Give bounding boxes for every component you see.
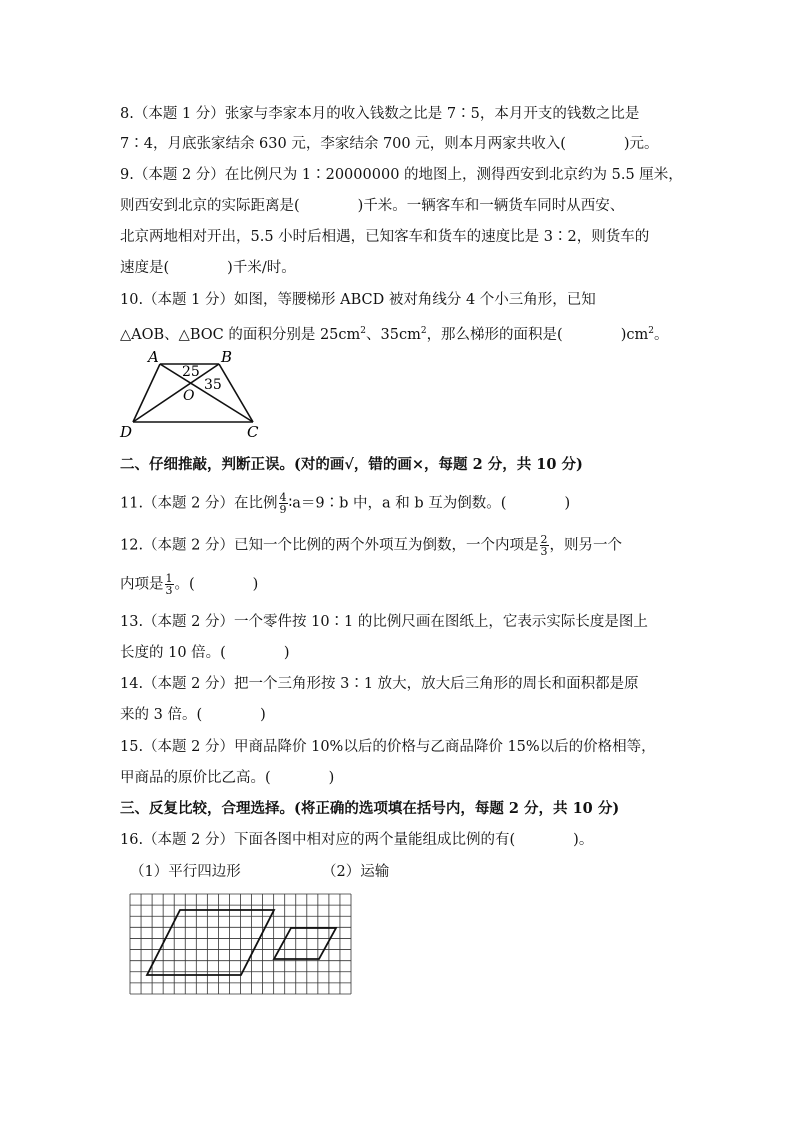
side-bc — [219, 364, 253, 422]
label-c: C — [247, 423, 259, 440]
q15-line2: 甲商品的原价比乙高。( ) — [120, 770, 335, 786]
q12-line2 — [120, 573, 258, 596]
q12-frac1-num: 2 — [540, 533, 548, 546]
q12-frac2-den: 3 — [165, 584, 173, 597]
q10-sup2: 2 — [420, 326, 427, 336]
q10-text-a: △AOB、△BOC 的面积分别是 25cm — [120, 326, 361, 343]
q12-text-pre2: 内项是 — [120, 576, 164, 593]
label-d: D — [120, 423, 133, 440]
section2-heading: 二、仔细推敲，判断正误。(对的画√，错的画×，每题 2 分，共 10 分) — [120, 456, 583, 473]
large-parallelogram — [147, 910, 274, 975]
q12-frac2-num: 1 — [165, 572, 173, 585]
area-label-aob: 25 — [182, 364, 200, 380]
q10-text-d: 。 — [653, 326, 669, 343]
q11-text-post: ∶a＝9∶b 中，a 和 b 互为倒数。( ) — [288, 495, 571, 512]
q11-fraction — [279, 492, 288, 515]
q9-line2: 则西安到北京的实际距离是( )千米。一辆客车和一辆货车同时从西安、 — [120, 198, 625, 214]
q11-frac-den: 9 — [279, 503, 287, 516]
q14-line2: 来的 3 倍。( ) — [120, 707, 266, 723]
q12-text-post2: 。( ) — [174, 576, 259, 593]
area-label-boc: 35 — [204, 377, 222, 393]
q12-fraction2 — [165, 573, 174, 596]
q10-sup1: 2 — [360, 326, 366, 336]
q16-label-parallelogram: （1）平行四边形 — [130, 864, 241, 880]
q12-text-post: ，则另一个 — [549, 537, 623, 554]
q10-line1: 10.（本题 1 分）如图，等腰梯形 ABCD 被对角线分 4 个小三角形，已知 — [120, 292, 596, 308]
q9-line1: 9.（本题 2 分）在比例尺为 1∶20000000 的地图上，测得西安到北京约为 5.5 厘米， — [120, 167, 683, 183]
q12-text-pre: 12.（本题 2 分）已知一个比例的两个外项互为倒数，一个内项是 — [120, 537, 539, 554]
label-o: O — [183, 388, 195, 404]
q8-line2: 7∶4，月底张家结余 630 元，李家结余 700 元，则本月两家共收入( )元。 — [120, 136, 659, 152]
q8-line1: 8.（本题 1 分）张家与李家本月的收入钱数之比是 7∶5，本月开支的钱数之比是 — [120, 106, 640, 122]
q10-sup3: 2 — [648, 326, 654, 336]
q11-line — [120, 492, 570, 515]
label-a: A — [148, 348, 159, 366]
q9-line3: 北京两地相对开出，5.5 小时后相遇，已知客车和货车的速度比是 3∶2，则货车的 — [120, 229, 650, 245]
parallelogram-grid — [129, 893, 353, 995]
q13-line1: 13.（本题 2 分）一个零件按 10∶1 的比例尺画在图纸上，它表示实际长度是图上 — [120, 614, 648, 630]
label-b: B — [221, 348, 233, 366]
q16-line1: 16.（本题 2 分）下面各图中相对应的两个量能组成比例的有( )。 — [120, 832, 594, 848]
small-parallelogram — [274, 928, 336, 959]
q10-text-c: ，那么梯形的面积是( )cm — [426, 326, 649, 343]
q15-line1: 15.（本题 2 分）甲商品降价 10%以后的价格与乙商品降价 15%以后的价格相等， — [120, 739, 656, 755]
trapezoid-figure — [115, 348, 275, 440]
q12-frac1-den: 3 — [540, 545, 548, 558]
q10-text-b: 、35cm — [366, 326, 421, 343]
q11-text-pre: 11.（本题 2 分）在比例 — [120, 495, 278, 512]
q14-line1: 14.（本题 2 分）把一个三角形按 3∶1 放大，放大后三角形的周长和面积都是原 — [120, 676, 639, 692]
q10-line2 — [120, 321, 668, 345]
section3-heading: 三、反复比较，合理选择。(将正确的选项填在括号内，每题 2 分，共 10 分) — [120, 800, 620, 817]
q12-fraction1 — [540, 534, 549, 557]
q16-label-transport: （2）运输 — [322, 864, 390, 880]
q12-line1 — [120, 534, 622, 557]
q13-line2: 长度的 10 倍。( ) — [120, 645, 290, 661]
q11-frac-num: 4 — [279, 491, 287, 504]
q9-line4: 速度是( )千米/时。 — [120, 260, 296, 276]
